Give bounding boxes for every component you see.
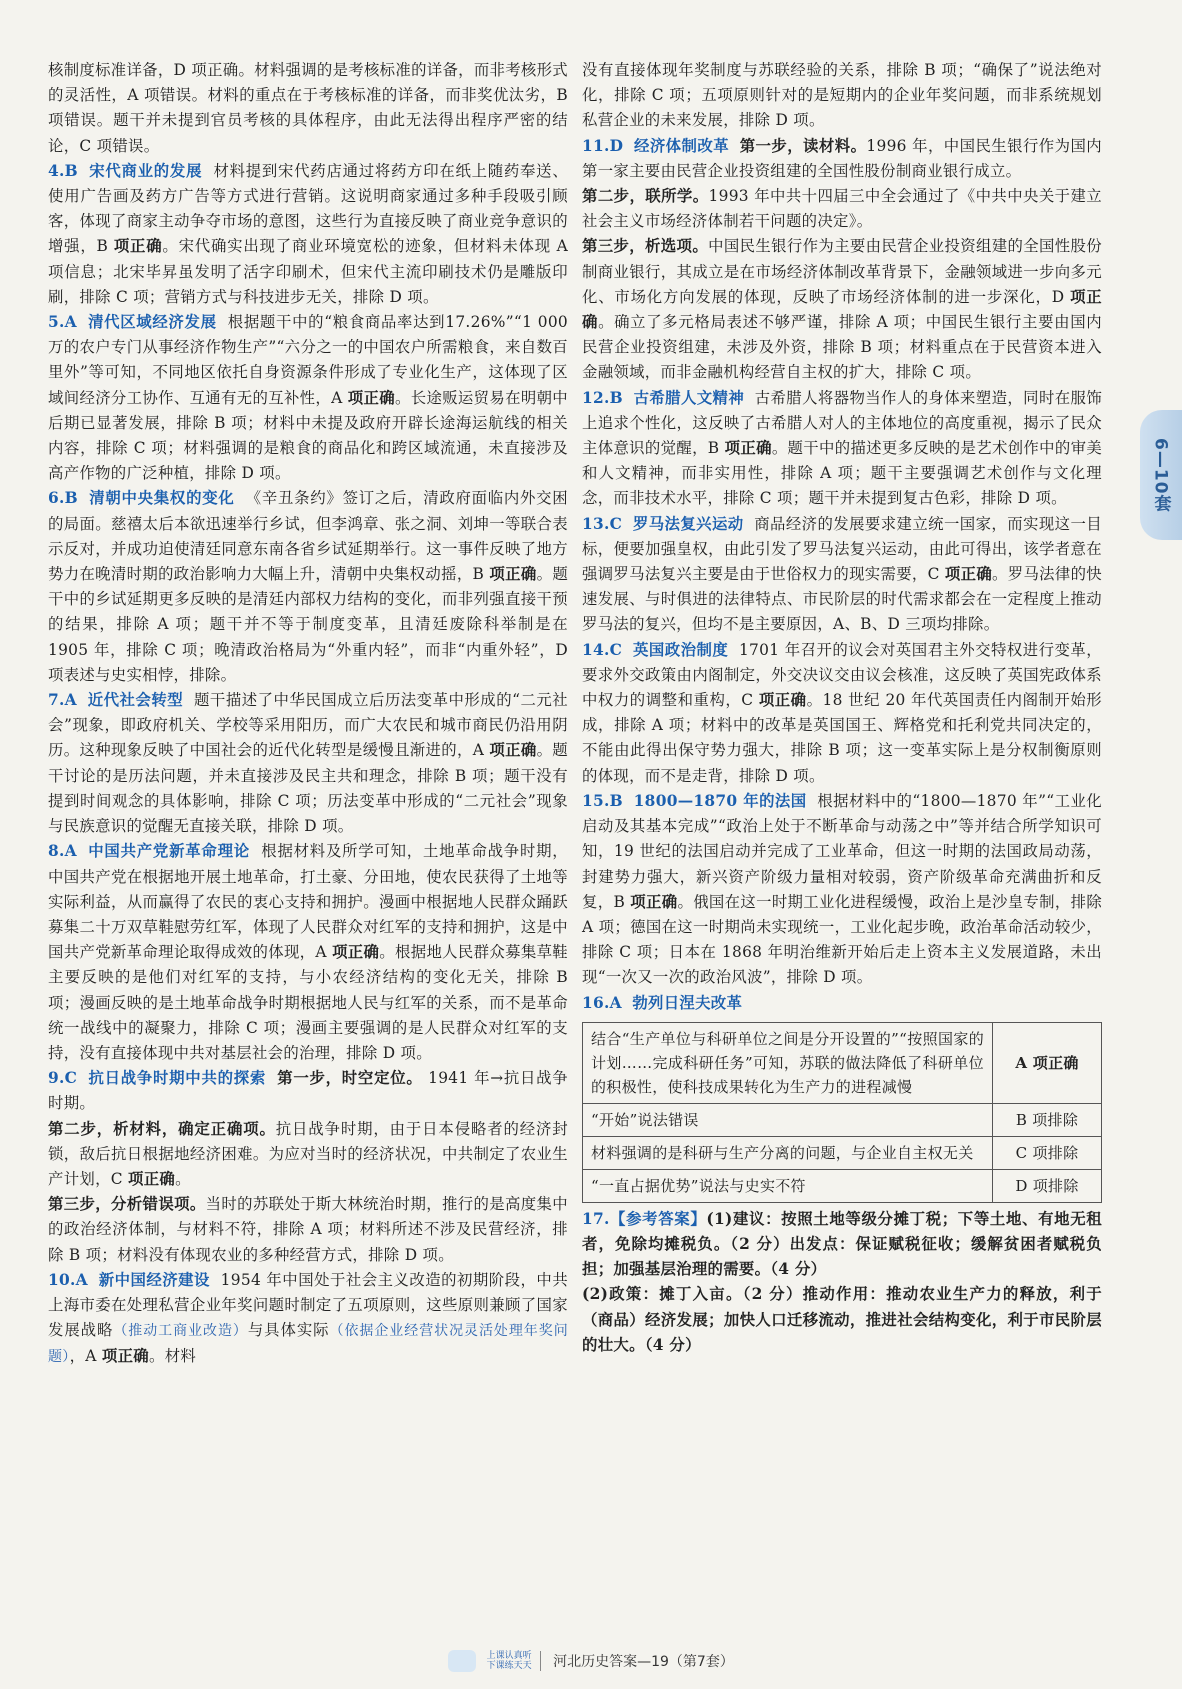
reference-answer-label: 【参考答案】 (609, 1209, 707, 1228)
answer-q7 (48, 688, 568, 839)
correct-mark: 项正确 (113, 237, 163, 256)
table-row (583, 1103, 1102, 1136)
text: 1941 年→抗日战争时期。 (48, 1069, 568, 1113)
page-footer (0, 1650, 1182, 1672)
correct-mark: 项正确 (128, 1169, 176, 1188)
question-number: 13.C (582, 514, 623, 533)
text: 材料提到宋代药店通过将药方印在纸上随药奉送、使用广告画及药方广告等方式进行营销。这说明商家通过多种手段吸引顾客，体现了商家主动争夺市场的意图，这些行为直接反映了商业竞争意识的增强，B (48, 161, 569, 256)
text: 。确立了多元格局表述不够严谨，排除 A 项；中国民生银行主要由国内民营企业投资组建，未涉及外资，排除 B 项；材料重点在于民营资本进入金融领域，而非金融机构经营自主权的扩大，排除 C 项。 (582, 313, 1102, 382)
paragraph-q10-end (582, 58, 1102, 134)
text: 。罗马法律的快速发展、与时俱进的法律特点、市民阶层的时代需求都会在一定程度上推动罗马法的复兴，但均不是主要原因，A、B、D 三项均排除。 (582, 565, 1102, 634)
answer-q6 (48, 486, 568, 688)
question-topic: 中国共产党新革命理论 (88, 842, 250, 861)
step-label: 第二步，析材料，确定正确项。 (48, 1119, 276, 1138)
answer-q13 (582, 512, 1102, 638)
table-cell-result: A 项正确 (993, 1022, 1102, 1103)
slogan-line: 上课认真听 (486, 1651, 532, 1661)
table-row (583, 1136, 1102, 1169)
text: 根据材料中的“1800—1870 年”“工业化启动及其基本完成”“政治上处于不断革命与动荡之中”等并结合所学知识可知，19 世纪的法国启动并完成了工业革命，但这一时期的法国政局动荡，封建势力强大，新兴资产阶级力量相对较弱，资产阶级革命充满曲折和反复，B (582, 791, 1102, 911)
question-topic: 清朝中央集权的变化 (89, 489, 235, 508)
step-label: 第二步，联所学。 (582, 187, 709, 206)
step-label: 第三步，分析错误项。 (48, 1195, 206, 1214)
text: 1993 年中共十四届三中全会通过了《中共中央关于建立社会主义市场经济体制若干问题的决定》。 (582, 187, 1102, 231)
table-cell-result: C 项排除 (993, 1136, 1102, 1169)
correct-mark: 项正确 (582, 287, 1102, 332)
answer-q9-step3 (48, 1192, 568, 1268)
left-column (48, 58, 568, 1371)
question-topic: 1800—1870 年的法国 (633, 791, 807, 810)
slogan-line: 下课练天天 (486, 1661, 532, 1671)
text: 。 (175, 1169, 191, 1188)
text: 商品经济的发展要求建立统一国家，而实现这一目标，便要加强皇权，由此引发了罗马法复兴运动，由此可得出，该学者意在强调罗马法复兴主要是由于世俗权力的现实需要，C (582, 514, 1102, 584)
question-topic: 抗日战争时期中共的探索 (88, 1069, 266, 1088)
question-topic: 宋代商业的发展 (89, 161, 203, 180)
slogan (487, 1651, 541, 1671)
question-number: 9.C (48, 1069, 78, 1088)
correct-mark: 项正确 (489, 741, 537, 760)
text: 。长途贩运贸易在明朝中后期已显著发展，排除 B 项；材料中未提及政府开辟长途海运航线的相关内容，排除 C 项；材料强调的是粮食的商品化和跨区域流通，未直接涉及高产作物的广泛种植，排除 D 项。 (48, 388, 568, 483)
answer-q11-step2 (582, 184, 1102, 234)
text: 《辛丑条约》签订之后，清政府面临内外交困的局面。慈禧太后本欲迅速举行乡试，但李鸿章、张之洞、刘坤一等联合表示反对，并成功迫使清廷同意东南各省乡试延期举行。这一事件反映了地方势力在晚清时期的政治影响力大幅上升，清朝中央集权动摇，B (48, 489, 569, 584)
set-range-label: 6—10套 (1150, 437, 1171, 513)
text: 。题干讨论的是历法问题，并未直接涉及民主共和理念，排除 B 项；题干没有提到时间观念的具体影响，排除 C 项；历法变革中形成的“二元社会”现象与民族意识的觉醒无直接关联，排除 D 项。 (48, 741, 568, 836)
table-cell: “一直占据优势”说法与史实不符 (583, 1169, 993, 1202)
table-row (583, 1169, 1102, 1202)
answer-q9 (48, 1066, 568, 1116)
text: 。根据地人民群众募集草鞋主要反映的是他们对红军的支持，与小农经济结构的变化无关，排除 B 项；漫画反映的是土地革命战争时期根据地人民与红军的关系，而不是革命统一战线中的凝聚力，排除 C 项；漫画主要强调的是人民群众对红军的支持，没有直接体现中共对基层社会的治理，排除 D 项。 (48, 943, 568, 1062)
text: 古希腊人将器物当作人的身体来塑造，同时在服饰上追求个性化，这反映了古希腊人对人的主体地位的高度重视，揭示了民众主体意识的觉醒，B (582, 388, 1103, 458)
answer-q11 (582, 134, 1102, 184)
answer-q10 (48, 1268, 568, 1371)
text: 。题干中的乡试延期更多反映的是清廷内部权力结构的变化，而非列强直接干预的结果，排除 A 项；题干并不等于制度变革，且清廷废除科举制是在 1905 年，排除 C 项；晚清政治格局为“外重内轻”，而非“内重外轻”，D 项表述与史实相悖，排除。 (48, 565, 569, 684)
brand-logo-icon (448, 1650, 476, 1672)
answer-q8 (48, 839, 568, 1066)
text: 1954 年中国处于社会主义改造的初期阶段，中共上海市委在处理私营企业年奖问题时制定了五项原则，这些原则兼顾了国家发展战略 (48, 1270, 569, 1340)
correct-mark: 项正确 (332, 943, 380, 962)
table-cell: 材料强调的是科研与生产分离的问题，与企业自主权无关 (583, 1136, 993, 1169)
answer-q15 (582, 789, 1102, 991)
correct-mark: 项正确 (101, 1347, 149, 1366)
answer-q9-step2 (48, 1117, 568, 1193)
answer-q5 (48, 310, 568, 486)
question-topic: 清代区域经济发展 (88, 313, 217, 332)
correct-mark: 项正确 (347, 388, 395, 407)
text: 核制度标准详备，D 项正确。材料强调的是考核标准的详备，而非考核形式的灵活性，A 项错误。材料的重点在于考核标准的详备，而非奖优汰劣，B 项错误。题干并未提到官员考核的具体程序，由此无法得出程序严密的结论，C 项错误。 (48, 61, 568, 155)
text: 1701 年召开的议会对英国君主外交特权进行变革，要求外交政策由内阁制定，外交决议交由议会核准，这反映了英国宪政体系中权力的调整和重构，C (582, 640, 1102, 710)
answer-q17-part2 (582, 1282, 1102, 1358)
correct-mark: 项正确 (630, 892, 678, 911)
text: 与具体实际 (247, 1321, 330, 1340)
step-label: 第一步，读材料。 (739, 136, 867, 155)
text: 1996 年，中国民生银行作为国内第一家主要由民营企业投资组建的全国性股份制商业银行成立。 (582, 136, 1102, 180)
text: 中国民生银行作为主要由民营企业投资组建的全国性股份制商业银行，其成立是在市场经济体制改革背景下，金融领域进一步向多元化、市场化方向发展的体现，反映了市场经济体制的进一步深化，D (582, 237, 1102, 306)
text: (2)政策：摊丁入亩。（2 分）推动作用：推动农业生产力的释放，利于（商品）经济发展；加快人口迁移流动，推进社会结构变化，利于市民阶层的壮大。（4 分） (582, 1285, 1102, 1354)
question-topic: 古希腊人文精神 (633, 388, 745, 407)
question-topic: 勃列日涅夫改革 (632, 993, 743, 1012)
table-row (583, 1022, 1102, 1103)
table-cell-result: D 项排除 (993, 1169, 1102, 1202)
answer-q16 (582, 991, 1102, 1016)
question-number: 10.A (48, 1270, 88, 1289)
question-number: 6.B (48, 489, 78, 508)
table-cell: “开始”说法错误 (583, 1103, 993, 1136)
question-number: 5.A (48, 313, 77, 332)
correct-mark: 项正确 (724, 439, 772, 458)
question-number: 16.A (582, 993, 622, 1012)
text: 当时的苏联处于斯大林统治时期，推行的是高度集中的政治经济体制，与材料不符，排除 A 项；材料所述不涉及民营经济，排除 B 项；材料没有体现农业的多种经营方式，排除 D 项。 (48, 1195, 568, 1264)
handwritten-note: （依据企业经营状况灵活处理年奖问题） (48, 1323, 568, 1366)
q16-analysis-table (582, 1022, 1102, 1203)
correct-mark: 项正确 (944, 565, 993, 584)
question-number: 4.B (48, 161, 78, 180)
correct-mark: 项正确 (489, 565, 537, 584)
step-label: 第一步，时空定位。 (277, 1069, 423, 1088)
answer-q14 (582, 638, 1102, 789)
text: 根据题干中的“粮食商品率达到17.26%”“1 000 万的农户专门从事经济作物生产”“六分之一的中国农户所需粮食，来自数百里外”等可知，不同地区依托自身资源条件形成了专业化生产，这体现了区域间经济分工协作、互通有无的互补性，A (48, 313, 569, 407)
text: 。18 世纪 20 年代英国责任内阁制开始形成，排除 A 项；材料中的改革是英国国王、辉格党和托利党共同决定的，不能由此得出保守势力强大，排除 B 项；这一变革实际上是分权制衡原则的体现，而不是走背，排除 D 项。 (582, 691, 1102, 785)
text: 。材料 (149, 1347, 197, 1366)
question-number: 7.A (48, 691, 77, 710)
text: 根据材料及所学可知，土地革命战争时期，中国共产党在根据地开展土地革命，打土豪、分田地，使农民获得了土地等实际利益，从而赢得了农民的衷心支持和拥护。漫画中根据地人民群众踊跃募集二十万双草鞋慰劳红军，体现了人民群众对红军的支持和拥护，这是中国共产党新革命理论取得成效的体现，A (48, 842, 568, 962)
answer-q17 (582, 1207, 1102, 1283)
text: ，A (69, 1347, 102, 1366)
question-number: 8.A (48, 842, 77, 861)
question-topic: 英国政治制度 (632, 640, 729, 659)
question-number: 15.B (582, 791, 623, 810)
question-topic: 罗马法复兴运动 (632, 514, 744, 533)
text: 。宋代确实出现了商业环境宽松的迹象，但材料未体现 A 项信息；北宋毕昇虽发明了活字印刷术，但宋代主流印刷技术仍是雕版印刷，排除 C 项；营销方式与科技进步无关，排除 D 项。 (48, 237, 568, 306)
question-topic: 新中国经济建设 (98, 1270, 210, 1289)
question-topic: 近代社会转型 (87, 691, 184, 710)
question-number: 11.D (582, 136, 624, 155)
text: 抗日战争时期，由于日本侵略者的经济封锁，敌后抗日根据地经济困难。为应对当时的经济状况，中共制定了农业生产计划，C (48, 1119, 568, 1188)
answer-q11-step3 (582, 234, 1102, 385)
paragraph-q3-end (48, 58, 568, 159)
page-number: 河北历史答案—19（第7套） (553, 1654, 734, 1670)
set-range-tab (1140, 410, 1182, 540)
question-number: 12.B (582, 388, 623, 407)
text: 。俄国在这一时期工业化进程缓慢，政治上是沙皇专制，排除 A 项；德国在这一时期尚未实现统一，工业化起步晚，政治革命活动较少，排除 C 项；日本在 1868 年明治维新开始后走上资本主义发展道路，未出现“一次又一次的政治风波”，排除 D 项。 (582, 892, 1103, 987)
handwritten-note: （推动工商业改造） (113, 1323, 248, 1340)
correct-mark: 项正确 (758, 691, 807, 710)
answer-q12 (582, 386, 1102, 512)
question-topic: 经济体制改革 (634, 136, 730, 155)
table-cell-result: B 项排除 (993, 1103, 1102, 1136)
step-label: 第三步，析选项。 (582, 237, 709, 256)
text: 没有直接体现年奖制度与苏联经验的关系，排除 B 项；“确保了”说法绝对化，排除 C 项；五项原则针对的是短期内的企业年奖问题，而非系统规划私营企业的未来发展，排除 D 项。 (582, 61, 1102, 130)
table-cell: 结合“生产单位与科研单位之间是分开设置的”“按照国家的计划……完成科研任务”可知，苏联的做法降低了科研单位的积极性，使科技成果转化为生产力的进程减慢 (583, 1022, 993, 1103)
text: (1)建议：按照土地等级分摊丁税；下等土地、有地无租者，免除均摊税负。（2 分）出发点：保证赋税征收；缓解贫困者赋税负担；加强基层治理的需要。（4 分） (582, 1209, 1102, 1279)
answer-q4 (48, 159, 568, 310)
question-number: 17. (582, 1209, 610, 1228)
question-number: 14.C (582, 640, 623, 659)
text: 。题干中的描述更多反映的是艺术创作中的审美和人文精神，而非实用性，排除 A 项；题干主要强调艺术创作与文化理念，而非技术水平，排除 C 项；题干并未提到复古色彩，排除 D 项。 (582, 439, 1103, 508)
right-column (582, 58, 1102, 1358)
text: 题干描述了中华民国成立后历法变革中形成的“二元社会”现象，即政府机关、学校等采用阳历，而广大农民和城市商民仍沿用阴历。这种现象反映了中国社会的近代化转型是缓慢且渐进的，A (48, 691, 569, 760)
